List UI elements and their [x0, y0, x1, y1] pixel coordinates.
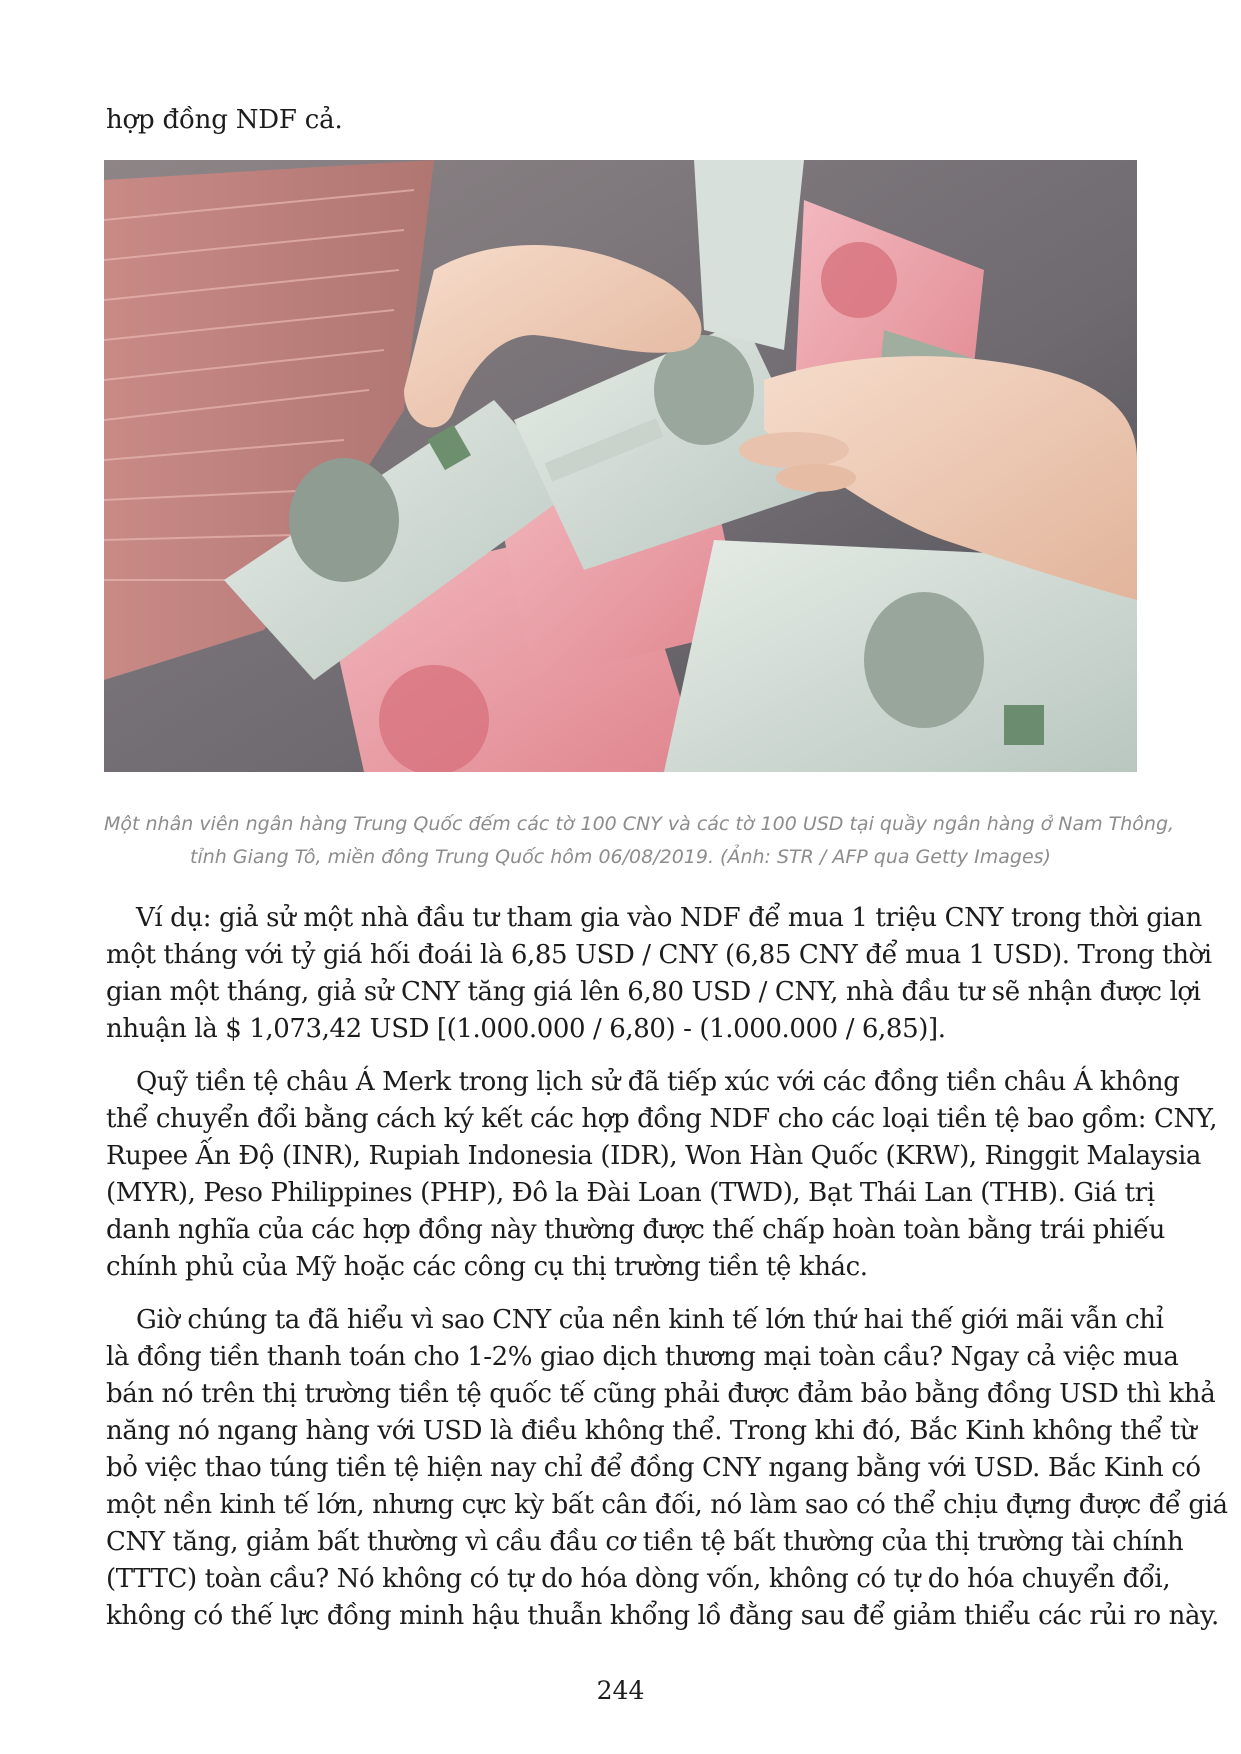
- text-line: gian một tháng, giả sử CNY tăng giá lên 6,80 USD / CNY, nhà đầu tư sẽ nhận được lợi: [106, 977, 1201, 1007]
- lead-line: hợp đồng NDF cả.: [106, 105, 343, 135]
- text-line: một tháng với tỷ giá hối đoái là 6,85 USD / CNY (6,85 CNY để mua 1 USD). Trong thời: [106, 940, 1212, 970]
- text-line: Ví dụ: giả sử một nhà đầu tư tham gia vào NDF để mua 1 triệu CNY trong thời gian: [136, 903, 1202, 933]
- text-line: bán nó trên thị trường tiền tệ quốc tế cũng phải được đảm bảo bằng đồng USD thì khả: [106, 1379, 1216, 1409]
- paragraph-cny-conclusion: [106, 1302, 1228, 1635]
- text-line: nhuận là $ 1,073,42 USD [(1.000.000 / 6,80) - (1.000.000 / 6,85)].: [106, 1014, 946, 1044]
- paragraph-merk-fund: [106, 1064, 1218, 1286]
- text-line: Quỹ tiền tệ châu Á Merk trong lịch sử đã tiếp xúc với các đồng tiền châu Á không: [136, 1067, 1180, 1097]
- text-line: (MYR), Peso Philippines (PHP), Đô la Đài Loan (TWD), Bạt Thái Lan (THB). Giá trị: [106, 1178, 1155, 1208]
- text-line: là đồng tiền thanh toán cho 1-2% giao dịch thương mại toàn cầu? Ngay cả việc mua: [106, 1342, 1179, 1372]
- caption-line: Một nhân viên ngân hàng Trung Quốc đếm các tờ 100 CNY và các tờ 100 USD tại quầy ngân hàng ở Nam Thông,: [104, 813, 1175, 835]
- text-line: thể chuyển đổi bằng cách ký kết các hợp đồng NDF cho các loại tiền tệ bao gồm: CNY,: [106, 1104, 1218, 1134]
- text-line: chính phủ của Mỹ hoặc các công cụ thị trường tiền tệ khác.: [106, 1252, 868, 1282]
- text-line: (TTTC) toàn cầu? Nó không có tự do hóa dòng vốn, không có tự do hóa chuyển đổi,: [106, 1564, 1171, 1594]
- photo-caption: [104, 808, 1175, 874]
- text-line: Rupee Ấn Độ (INR), Rupiah Indonesia (IDR), Won Hàn Quốc (KRW), Ringgit Malaysia: [106, 1141, 1201, 1171]
- text-line: năng nó ngang hàng với USD là điều không thể. Trong khi đó, Bắc Kinh không thể từ: [106, 1416, 1197, 1446]
- text-line: một nền kinh tế lớn, nhưng cực kỳ bất cân đối, nó làm sao có thể chịu đựng được để giá: [106, 1490, 1228, 1520]
- page-number: 244: [596, 1676, 645, 1705]
- text-line: bỏ việc thao túng tiền tệ hiện nay chỉ để đồng CNY ngang bằng với USD. Bắc Kinh có: [106, 1453, 1201, 1483]
- banknotes-photo: [104, 160, 1137, 772]
- text-line: CNY tăng, giảm bất thường vì cầu đầu cơ tiền tệ bất thường của thị trường tài chính: [106, 1527, 1184, 1557]
- text-line: không có thế lực đồng minh hậu thuẫn khổng lồ đằng sau để giảm thiểu các rủi ro này.: [106, 1601, 1219, 1631]
- paragraph-example: [106, 900, 1212, 1048]
- text-line: Giờ chúng ta đã hiểu vì sao CNY của nền kinh tế lớn thứ hai thế giới mãi vẫn chỉ: [136, 1305, 1164, 1335]
- text-line: danh nghĩa của các hợp đồng này thường được thế chấp hoàn toàn bằng trái phiếu: [106, 1215, 1166, 1245]
- caption-line: tỉnh Giang Tô, miền đông Trung Quốc hôm 06/08/2019. (Ảnh: STR / AFP qua Getty Images): [190, 846, 1051, 868]
